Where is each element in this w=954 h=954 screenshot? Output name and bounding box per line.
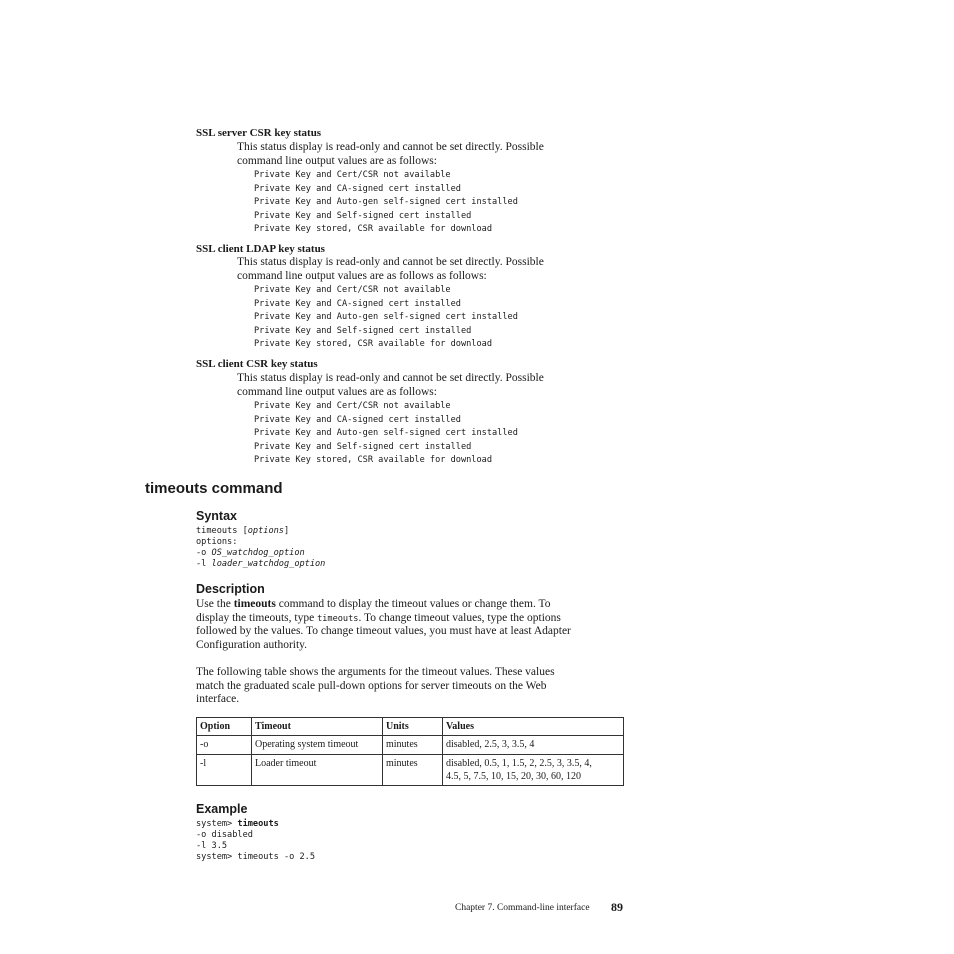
ssl-client-ldap-term: SSL client LDAP key status <box>196 243 325 255</box>
example-heading: Example <box>196 802 248 816</box>
description-paragraph-1: Use the timeouts command to display the timeout values or change them. To display the timeouts, type timeouts. To change timeout values, type the options followed by the values. To change timeout values, you must have at least Adapter Configuration authority. <box>196 598 571 651</box>
cell-values: disabled, 2.5, 3, 3.5, 4 <box>443 736 624 755</box>
description-paragraph-2: The following table shows the arguments for the timeout values. These values match the graduated scale pull-down options for server timeouts on the Web interface. <box>196 666 555 706</box>
ssl-client-csr-term: SSL client CSR key status <box>196 358 318 370</box>
syntax-heading: Syntax <box>196 509 237 523</box>
list-item: Private Key and Self-signed cert installed <box>254 325 472 336</box>
ssl-server-csr-values <box>254 169 518 237</box>
list-item: Private Key stored, CSR available for download <box>254 455 492 465</box>
list-item: Private Key and Cert/CSR not available <box>254 285 451 295</box>
table-row <box>197 755 624 786</box>
list-item: Private Key stored, CSR available for download <box>254 339 492 349</box>
page-number: 89 <box>611 900 623 914</box>
table-row <box>197 736 624 755</box>
ssl-client-csr-values <box>254 400 518 468</box>
list-item: Private Key and Cert/CSR not available <box>254 401 451 411</box>
column-header-option: Option <box>197 718 252 736</box>
list-item: Private Key and CA-signed cert installed <box>254 298 461 309</box>
cell-units: minutes <box>383 755 443 786</box>
section-title: timeouts command <box>145 480 283 497</box>
list-item: Private Key and Auto-gen self-signed cert installed <box>254 197 518 207</box>
list-item: Private Key and CA-signed cert installed <box>254 183 461 194</box>
cell-timeout: Operating system timeout <box>252 736 383 755</box>
footer-chapter: Chapter 7. Command-line interface <box>455 903 590 913</box>
cell-values: disabled, 0.5, 1, 1.5, 2, 2.5, 3, 3.5, 4, 4.5, 5, 7.5, 10, 15, 20, 30, 60, 120 <box>443 755 624 786</box>
cell-option: -l <box>197 755 252 786</box>
ssl-server-csr-desc: This status display is read-only and cannot be set directly. Possible command line output values are as follows: <box>237 141 544 167</box>
list-item: Private Key and Auto-gen self-signed cert installed <box>254 428 518 438</box>
list-item: Private Key and CA-signed cert installed <box>254 414 461 425</box>
example-code-block: system> timeouts -o disabled -l 3.5 system> timeouts -o 2.5 <box>196 819 315 863</box>
ssl-client-csr-desc: This status display is read-only and cannot be set directly. Possible command line output values are as follows: <box>237 372 544 398</box>
list-item: Private Key and Self-signed cert installed <box>254 441 472 452</box>
column-header-units: Units <box>383 718 443 736</box>
list-item: Private Key and Self-signed cert installed <box>254 210 472 221</box>
timeout-arguments-table <box>196 717 624 786</box>
column-header-values: Values <box>443 718 624 736</box>
ssl-client-ldap-values <box>254 284 518 352</box>
syntax-block: timeouts [options] options: -o OS_watchdog_option -l loader_watchdog_option <box>196 526 326 570</box>
ssl-server-csr-term: SSL server CSR key status <box>196 127 322 139</box>
list-item: Private Key and Cert/CSR not available <box>254 170 451 180</box>
cell-timeout: Loader timeout <box>252 755 383 786</box>
table-header-row <box>197 718 624 736</box>
cell-option: -o <box>197 736 252 755</box>
list-item: Private Key and Auto-gen self-signed cert installed <box>254 312 518 322</box>
cell-units: minutes <box>383 736 443 755</box>
column-header-timeout: Timeout <box>252 718 383 736</box>
ssl-client-ldap-desc: This status display is read-only and cannot be set directly. Possible command line output values are as follows as follows: <box>237 256 544 282</box>
list-item: Private Key stored, CSR available for download <box>254 224 492 234</box>
description-heading: Description <box>196 582 265 596</box>
